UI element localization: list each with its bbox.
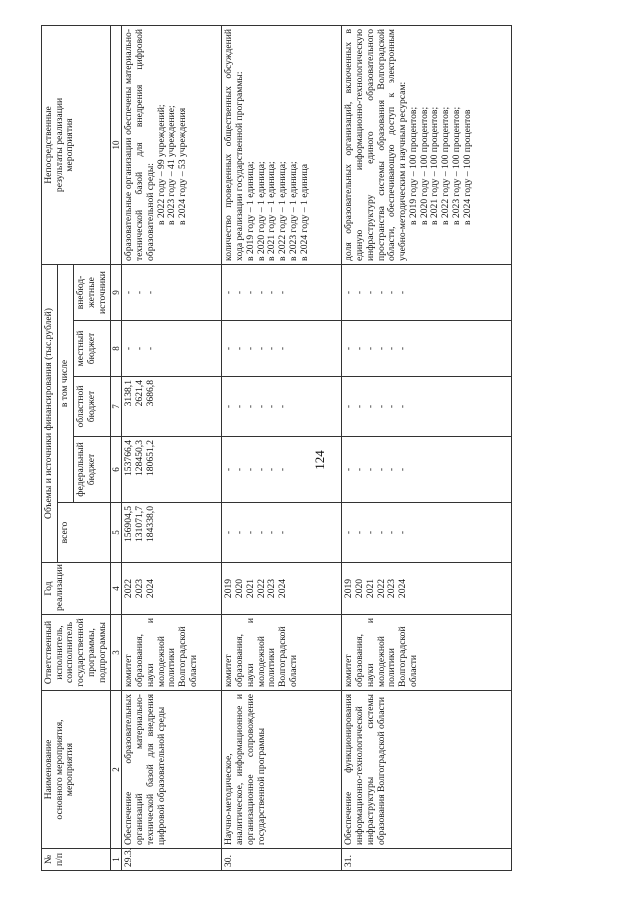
offbudget-values: - - -	[122, 264, 222, 320]
col-name-header: Наименование основного мероприятия, мероприятия	[42, 691, 111, 849]
measure-name: Научно-методическое, аналитическое, информационное и организационное сопровождение государственной программы	[222, 691, 342, 849]
col-regional-header: областной бюджет	[74, 377, 111, 437]
col-index: 5	[111, 503, 122, 563]
col-index: 4	[111, 563, 122, 615]
col-executor-header: Ответственный исполнитель, соисполнитель государственной программы, подпрограммы	[42, 615, 111, 691]
total-values: - - - - - -	[342, 503, 512, 563]
page-number-text: 124	[312, 450, 327, 470]
result-lines	[409, 29, 473, 261]
measure-name: Обеспечение образовательных организаций материально-технической базой для внедрения цифровой образовательной среды	[122, 691, 222, 849]
offbudget-values: - - - - - -	[342, 264, 512, 320]
row-number: 30.	[222, 849, 342, 871]
col-number-header: № п/п	[42, 849, 111, 871]
local-values: - - -	[122, 321, 222, 377]
regional-values: - - - - - -	[222, 377, 342, 437]
total-values: - - - - - -	[222, 503, 342, 563]
result-line: в 2020 году – 1 единица;	[255, 161, 267, 261]
col-index: 2	[111, 691, 122, 849]
executor: комитет образования, науки и молодежной политики Волгоградской области	[342, 615, 512, 691]
result-line: в 2022 году – 100 процентов;	[440, 106, 452, 225]
result-line: в 2019 году – 1 единица;	[244, 161, 256, 261]
col-index: 3	[111, 615, 122, 691]
result-lines	[157, 29, 189, 261]
table-row	[222, 25, 342, 870]
local-values: - - - - - -	[222, 321, 342, 377]
result-cell	[342, 25, 512, 264]
column-numbers-row	[111, 25, 122, 870]
col-offbudget-header: внебюд- жетные источники	[74, 264, 111, 320]
result-intro: доля образовательных организаций, включенных в единую информационно-технологическую инфраструктуру единого образовательного пространства системы образования Волгоградской области, обеспечивающую доступ к электронным учебно-методическим и научным ресурсам:	[343, 28, 409, 261]
col-local-header: местный бюджет	[74, 321, 111, 377]
col-results-header: Непосредственные результаты реализации мероприятия	[42, 25, 111, 264]
offbudget-values: - - - - - -	[222, 264, 342, 320]
result-cell	[222, 25, 342, 264]
result-line: в 2023 году – 100 процентов;	[450, 106, 462, 225]
result-line: в 2021 году – 100 процентов;	[429, 106, 441, 225]
local-values: - - - - - -	[342, 321, 512, 377]
result-line: в 2023 году – 1 единица;	[287, 161, 299, 261]
table-row	[342, 25, 512, 870]
result-lines	[246, 29, 310, 261]
program-measures-table	[41, 25, 512, 871]
executor: комитет образования, науки и молодежной политики Волгоградской области	[222, 615, 342, 691]
incl-header: в том числе	[57, 264, 73, 502]
result-line: в 2021 году – 1 единица;	[266, 161, 278, 261]
rotated-table-container	[41, 26, 608, 871]
federal-values: - - - - - -	[342, 437, 512, 503]
measure-name: Обеспечение функционирования информационно-технологической инфраструктуры системы образования Волгоградской области	[342, 691, 512, 849]
col-index: 6	[111, 437, 122, 503]
years: 2019 2020 2021 2022 2023 2024	[222, 563, 342, 615]
col-federal-header: федеральный бюджет	[74, 437, 111, 503]
result-line: в 2022 году – 99 учреждений;	[155, 104, 167, 225]
federal-values: - - - - - -	[222, 437, 342, 503]
result-line: в 2024 году – 100 процентов	[461, 109, 473, 225]
table-row	[122, 25, 222, 870]
col-index: 8	[111, 321, 122, 377]
col-total-header: всего	[57, 503, 111, 563]
executor: комитет образования, науки и молодежной политики Волгоградской области	[122, 615, 222, 691]
federal-values: 153766,4 128450,3 180651,2	[122, 437, 222, 503]
result-cell	[122, 25, 222, 264]
result-line: в 2022 году – 1 единица;	[277, 161, 289, 261]
regional-values: 3138,1 2621,4 3686,8	[122, 377, 222, 437]
result-intro: образовательные организации обеспечены материально-технической базой для внедрения цифровой образовательной среды:	[123, 28, 156, 261]
row-number: 31.	[342, 849, 512, 871]
years: 2019 2020 2021 2022 2023 2024	[342, 563, 512, 615]
result-line: в 2023 году – 41 учреждение;	[166, 105, 178, 225]
result-line: в 2019 году – 100 процентов;	[407, 106, 419, 225]
row-number: 29.3.	[122, 849, 222, 871]
col-index: 7	[111, 377, 122, 437]
col-index: 1	[111, 849, 122, 871]
header-row-1	[42, 25, 58, 870]
total-values: 156904,5 131071,7 184338,0	[122, 503, 222, 563]
regional-values: - - - - - -	[342, 377, 512, 437]
funding-header: Объемы и источники финансирования (тыс.рублей)	[42, 264, 58, 562]
result-line: в 2024 году – 53 учреждения	[177, 107, 189, 225]
result-line: в 2020 году – 100 процентов;	[418, 106, 430, 225]
col-index: 10	[111, 25, 122, 264]
col-year-header: Год реализации	[42, 563, 111, 615]
years: 2022 2023 2024	[122, 563, 222, 615]
col-index: 9	[111, 264, 122, 320]
result-intro: количество проведенных общественных обсуждений хода реализации государственной программы:	[223, 28, 246, 261]
result-line: в 2024 году – 1 единица	[298, 163, 310, 261]
